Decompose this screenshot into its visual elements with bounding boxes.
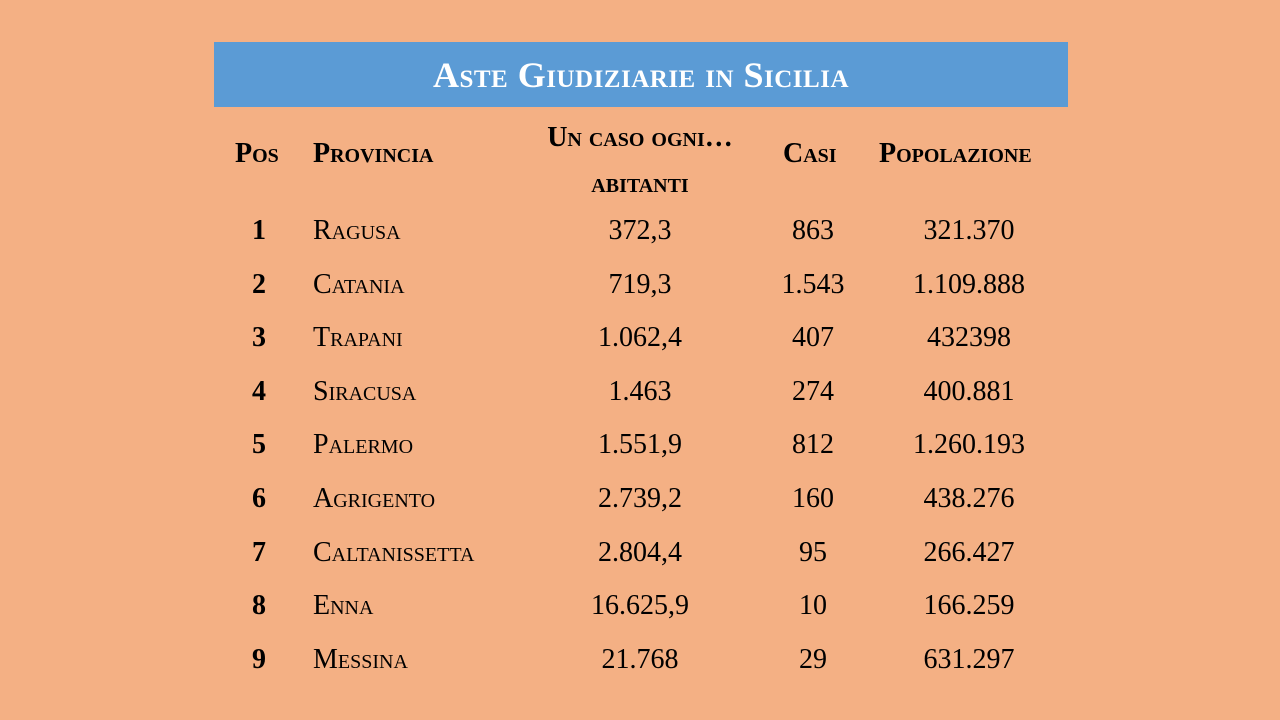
cell-casi: 812 bbox=[792, 429, 834, 461]
cell-casi: 95 bbox=[799, 536, 827, 568]
cell-provincia: Trapani bbox=[313, 322, 403, 354]
cell-popolazione: 321.370 bbox=[923, 215, 1015, 246]
cell-pos: 6 bbox=[252, 482, 266, 514]
cell-casi: 29 bbox=[799, 643, 827, 675]
cell-popolazione: 266.427 bbox=[923, 536, 1015, 568]
cell-popolazione: 432398 bbox=[927, 322, 1011, 354]
cell-casi: 863 bbox=[792, 215, 834, 246]
table-row bbox=[0, 418, 1280, 472]
cell-casi: 160 bbox=[792, 482, 834, 514]
cell-caso: 1.062,4 bbox=[598, 322, 682, 354]
cell-provincia: Ragusa bbox=[313, 215, 401, 246]
header-caso: Un caso ogni… abitanti bbox=[547, 122, 733, 199]
cell-caso: 1.551,9 bbox=[598, 429, 682, 461]
cell-provincia: Caltanissetta bbox=[313, 536, 475, 568]
cell-pos: 8 bbox=[252, 590, 266, 622]
cell-pos: 2 bbox=[252, 268, 266, 300]
table-row bbox=[0, 526, 1280, 580]
cell-popolazione: 1.109.888 bbox=[913, 268, 1025, 300]
cell-provincia: Siracusa bbox=[313, 375, 417, 407]
header-provincia: Provincia bbox=[313, 138, 434, 169]
cell-provincia: Messina bbox=[313, 643, 408, 675]
cell-casi: 274 bbox=[792, 375, 834, 407]
title-banner bbox=[214, 42, 1068, 107]
table-row bbox=[0, 633, 1280, 687]
cell-pos: 9 bbox=[252, 643, 266, 675]
cell-popolazione: 631.297 bbox=[923, 643, 1015, 675]
header-popolazione: Popolazione bbox=[879, 138, 1032, 169]
cell-pos: 3 bbox=[252, 322, 266, 354]
table-row bbox=[0, 258, 1280, 312]
table-body bbox=[0, 204, 1280, 686]
cell-casi: 10 bbox=[799, 590, 827, 622]
cell-popolazione: 400.881 bbox=[923, 375, 1015, 407]
cell-pos: 5 bbox=[252, 429, 266, 461]
cell-caso: 21.768 bbox=[601, 643, 679, 675]
cell-pos: 4 bbox=[252, 375, 266, 407]
cell-caso: 2.739,2 bbox=[598, 482, 682, 514]
cell-caso: 719,3 bbox=[608, 268, 672, 300]
cell-popolazione: 166.259 bbox=[923, 590, 1015, 622]
table-row bbox=[0, 204, 1280, 258]
cell-caso: 1.463 bbox=[608, 375, 672, 407]
table-row bbox=[0, 365, 1280, 419]
cell-caso: 372,3 bbox=[608, 215, 672, 246]
cell-pos: 7 bbox=[252, 536, 266, 568]
cell-popolazione: 438.276 bbox=[923, 482, 1015, 514]
cell-caso: 16.625,9 bbox=[591, 590, 689, 622]
cell-provincia: Catania bbox=[313, 268, 405, 300]
cell-caso: 2.804,4 bbox=[598, 536, 682, 568]
cell-casi: 1.543 bbox=[781, 268, 845, 300]
cell-provincia: Palermo bbox=[313, 429, 414, 461]
cell-popolazione: 1.260.193 bbox=[913, 429, 1025, 461]
page-title: Aste Giudiziarie in Sicilia bbox=[432, 54, 849, 95]
table-row bbox=[0, 472, 1280, 526]
cell-pos: 1 bbox=[252, 215, 266, 246]
table-row bbox=[0, 579, 1280, 633]
header-casi: Casi bbox=[783, 138, 837, 169]
cell-casi: 407 bbox=[792, 322, 834, 354]
header-pos: Pos bbox=[235, 138, 279, 169]
cell-provincia: Agrigento bbox=[313, 482, 436, 514]
cell-provincia: Enna bbox=[313, 590, 374, 622]
table-row bbox=[0, 311, 1280, 365]
